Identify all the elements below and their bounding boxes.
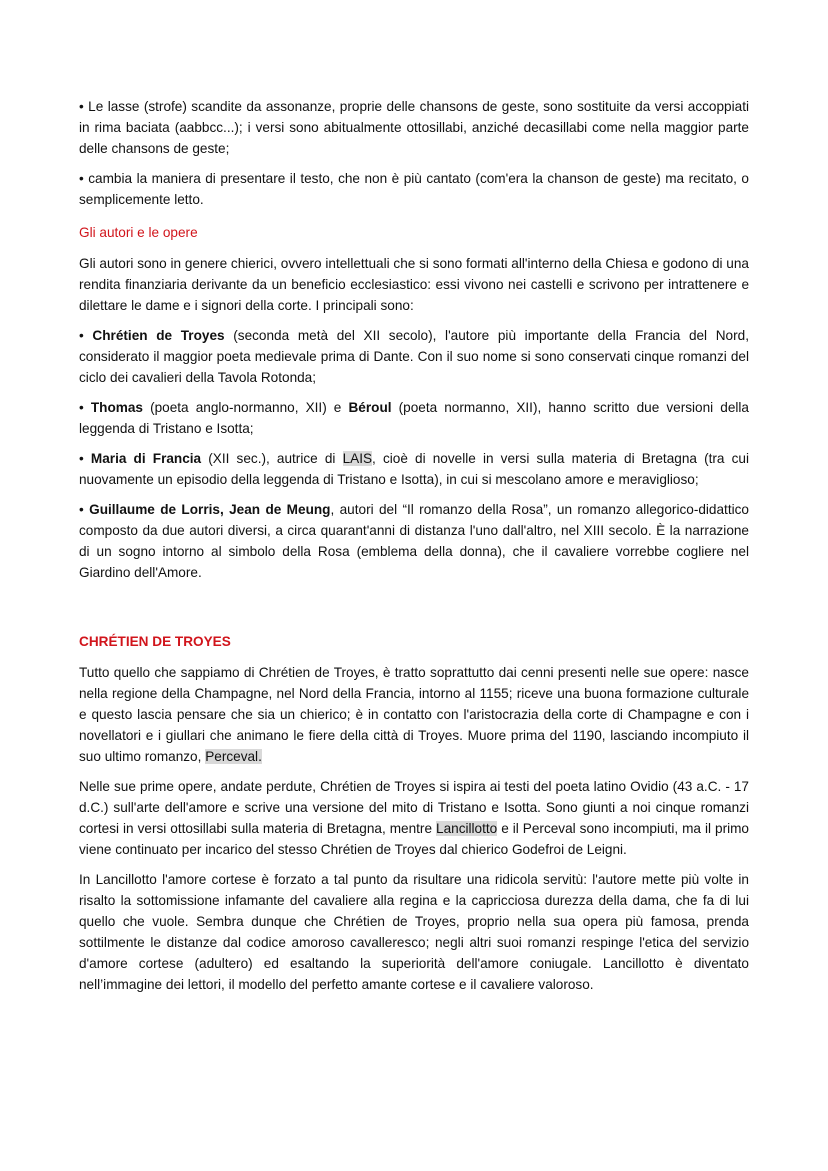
paragraph-text: Tutto quello che sappiamo di Chrétien de Troyes, è tratto soprattutto dai cenni presenti nelle sue opere: nasce nella regione della Champagne, nel Nord della Francia, intorno al 1155; riceve una buona formazione culturale e questo lascia pensare che sia un chierico; è in contatto con l'aristocrazia della corte di Champagne e con i novellatori e i giullari che animano le fiere della città di Troyes. Muore prima del 1190, lasciando incompiuto il suo ultimo romanzo, (79, 665, 749, 764)
author-item-guillaume-jean (79, 499, 749, 583)
author-description: , cioè di novelle in versi sulla materia di Bretagna (tra cui nuovamente un episodio della leggenda di Tristano e Isotta), in cui si mescolano amore e meraviglioso; (79, 451, 749, 487)
bullet-verse-form: • Le lasse (strofe) scandite da assonanze, proprie delle chansons de geste, sono sostituite da versi accoppiati in rima baciata (aabbcc...); i versi sono abitualmente ottosillabi, anziché decasillabi come nella maggior parte delle chansons de geste; (79, 99, 749, 156)
name-separator: , (219, 502, 230, 517)
bullet-marker: • (79, 400, 91, 415)
authors-intro-paragraph: Gli autori sono in genere chierici, ovvero intellettuali che si sono formati all'interno della Chiesa e godono di una rendita finanziaria derivante da un beneficio ecclesiastico: essi vivono nei castelli e scrivono per intrattenere e dilettare le dame e i signori della corte. I principali sono: (79, 256, 749, 313)
highlighted-term: Perceval. (205, 749, 262, 764)
paragraph-lancillotto: In Lancillotto l'amore cortese è forzato a tal punto da risultare una ridicola servitù: l'autore mette più volte in risalto la sottomissione infamante del cavaliere alla regina e la capricciosa durezza della dama, che fa di lui quello che vuole. Sembra dunque che Chrétien de Troyes, proprio nella sua opera più famosa, prenda sottilmente le distanze dal codice amoroso cavalleresco; negli altri suoi romanzi respinge l'etica del servizio d'amore cortese (adultero) ed esaltando la superiorità dell'amore coniugale. Lancillotto è diventato nell’immagine dei lettori, il modello del perfetto amante cortese e il cavaliere valoroso. (79, 872, 749, 992)
author-item-maria (79, 448, 749, 490)
document-page (79, 96, 749, 1004)
author-description: (poeta anglo-normanno, XII) e (142, 400, 349, 415)
author-name: Béroul (348, 400, 392, 415)
author-name: Guillaume de Lorris (89, 502, 220, 517)
bullet-marker: • (79, 328, 93, 343)
bullet-presentation: • cambia la maniera di presentare il testo, che non è più cantato (com'era la chanson de geste) ma recitato, o semplicemente letto. (79, 171, 749, 207)
paragraph-text: Nelle sue prime opere, andate perdute, Chrétien de Troyes si ispira ai testi del poeta latino Ovidio (43 a.C. - 17 d.C.) sull'arte dell'amore e scrive una versione del mito di Tristano e Isotta. Sono giunti a noi cinque romanzi cortesi in versi ottosillabi sulla materia di Bretagna, mentre (79, 779, 749, 836)
author-name: Chrétien de Troyes (92, 328, 225, 343)
section-heading-authors: Gli autori e le opere (79, 225, 198, 240)
author-item-chretien (79, 325, 749, 388)
author-description: (XII sec.), autrice di (201, 451, 343, 466)
author-description: , autori del “Il romanzo della Rosa”, un romanzo allegorico-didattico composto da due autori diversi, a circa quarant'anni di distanza l'uno dall'altro, nel XIII secolo. È la narrazione di un sogno intorno al simbolo della Rosa (emblema della donna), che il cavaliere vorrebbe cogliere nel Giardino dell'Amore. (79, 502, 749, 580)
author-item-thomas-beroul (79, 397, 749, 439)
paragraph-biography (79, 662, 749, 767)
highlighted-term: Lancillotto (436, 821, 498, 836)
section-heading-chretien: CHRÉTIEN DE TROYES (79, 634, 231, 649)
bullet-marker: • (79, 451, 91, 466)
paragraph-works (79, 776, 749, 860)
author-name: Jean de Meung (229, 502, 331, 517)
author-name: Thomas (90, 400, 143, 415)
author-description: (seconda metà del XII secolo), l'autore più importante della Francia del Nord, considerato il maggior poeta medievale prima di Dante. Con il suo nome si sono conservati cinque romanzi del ciclo dei cavalieri della Tavola Rotonda; (79, 328, 749, 385)
author-description: (poeta normanno, XII), hanno scritto due versioni della leggenda di Tristano e Isotta; (79, 400, 749, 436)
author-name: Maria di Francia (90, 451, 202, 466)
bullet-marker: • (79, 502, 90, 517)
highlighted-term: LAIS (342, 451, 373, 466)
paragraph-text: e il Perceval sono incompiuti, ma il primo viene continuato per incarico del stesso Chrétien de Troyes dal chierico Godefroi de Leigni. (79, 821, 749, 857)
